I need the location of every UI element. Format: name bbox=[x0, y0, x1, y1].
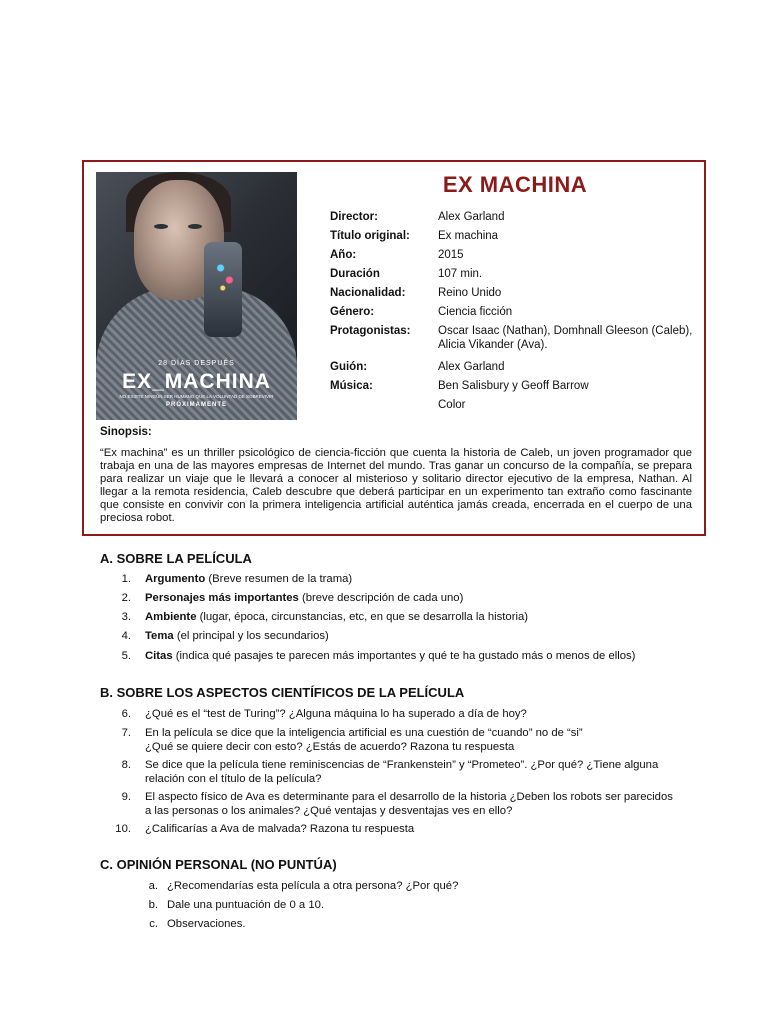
item-text: Observaciones. bbox=[167, 918, 246, 930]
info-key: Nacionalidad: bbox=[330, 287, 406, 299]
item-bold: Personajes más importantes bbox=[145, 592, 299, 604]
info-key: Director: bbox=[330, 211, 378, 223]
info-value: 2015 bbox=[438, 249, 464, 261]
item-bold: Tema bbox=[145, 630, 174, 642]
info-value: Ex machina bbox=[438, 230, 499, 242]
info-key: Guión: bbox=[330, 361, 368, 373]
item-line: ¿Calificarías a Ava de malvada? Razona tu respuesta bbox=[145, 823, 415, 835]
section-c-heading: C. OPINIÓN PERSONAL (NO PUNTÚA) bbox=[100, 857, 337, 872]
info-value: Color bbox=[438, 399, 466, 411]
item-number: 8. bbox=[121, 759, 131, 771]
section-a-heading: A. SOBRE LA PELÍCULA bbox=[100, 551, 252, 566]
item-bold: Argumento bbox=[145, 573, 206, 585]
item-letter: c. bbox=[149, 918, 158, 930]
info-key: Duración bbox=[330, 268, 380, 280]
item-line: ¿Qué se quiere decir con esto? ¿Estás de acuerdo? Razona tu respuesta bbox=[145, 740, 515, 753]
movie-poster bbox=[96, 172, 297, 420]
info-value: Oscar Isaac (Nathan), Domhnall Gleeson (Caleb), Alicia Vikander (Ava). bbox=[438, 325, 693, 351]
info-value: Alex Garland bbox=[438, 361, 505, 373]
info-value: Ben Salisbury y Geoff Barrow bbox=[438, 380, 589, 392]
item-number: 3. bbox=[121, 611, 131, 623]
item-bold: Citas bbox=[145, 650, 173, 662]
item-rest: (Breve resumen de la trama) bbox=[205, 573, 353, 585]
poster-coming-soon: PRÓXIMAMENTE bbox=[165, 402, 227, 408]
info-value: Reino Unido bbox=[438, 287, 502, 299]
info-key: Título original: bbox=[330, 230, 410, 242]
item-number: 6. bbox=[121, 708, 131, 720]
info-key: Género: bbox=[330, 306, 375, 318]
item-number: 5. bbox=[121, 650, 131, 662]
item-line: ¿Qué es el “test de Turing”? ¿Alguna máquina lo ha superado a día de hoy? bbox=[145, 708, 527, 720]
info-value: Alex Garland bbox=[438, 211, 505, 223]
item-number: 2. bbox=[121, 592, 131, 604]
item-number: 7. bbox=[121, 727, 131, 739]
item-line: En la película se dice que la inteligencia artificial es una cuestión de “cuando” no de “si” bbox=[145, 727, 583, 739]
poster-lights bbox=[214, 256, 236, 296]
item-number: 1. bbox=[121, 573, 131, 585]
synopsis-label: Sinopsis: bbox=[100, 426, 152, 438]
info-key: Música: bbox=[330, 380, 373, 392]
item-text bbox=[145, 759, 705, 786]
item-text bbox=[145, 823, 705, 837]
synopsis-text: “Ex machina” es un thriller psicológico de ciencia-ficción que cuenta la historia de Caleb, un joven programador que trabaja en una de las mayores empresas de Internet del mundo. Tras ganar un concurso de la compañía, se prepara para realizar un viaje que le llevará a conocer al misterioso y solitario director ejecutivo de la empresa, Nathan. Al llegar a la remota residencia, Caleb descubre que deberá participar en un experimento tan extraño como fascinante que consiste en convivir con la primera inteligencia artificial auténtica jamás creada, encerrada en el cuerpo de una preciosa robot. bbox=[100, 447, 692, 524]
item-number: 10. bbox=[115, 823, 131, 835]
item-number: 9. bbox=[121, 791, 131, 803]
item-text bbox=[145, 791, 705, 818]
item-text bbox=[145, 727, 705, 754]
item-rest: (indica qué pasajes te parecen más importantes y qué te ha gustado más o menos de ellos) bbox=[172, 650, 636, 662]
poster-eye bbox=[188, 224, 202, 229]
item-text bbox=[145, 573, 705, 587]
item-rest: (breve descripción de cada uno) bbox=[298, 592, 464, 604]
item-line: a las personas o los animales? ¿Qué ventajas y desventajas ves en ello? bbox=[145, 804, 513, 817]
poster-small-text: NO EXISTE NINGÚN SER HUMANO QUE LA VOLUNTAD DE SOBREVIVIR bbox=[119, 394, 274, 399]
section-b-heading: B. SOBRE LOS ASPECTOS CIENTÍFICOS DE LA PELÍCULA bbox=[100, 685, 465, 700]
item-number: 4. bbox=[121, 630, 131, 642]
item-text bbox=[145, 611, 705, 625]
film-title: EX MACHINA bbox=[442, 172, 588, 197]
item-text bbox=[145, 630, 705, 644]
poster-mesh-body bbox=[96, 287, 297, 420]
item-letter: b. bbox=[148, 899, 158, 911]
item-text bbox=[145, 650, 705, 664]
item-line: Se dice que la película tiene reminiscencias de “Frankenstein” y “Prometeo”. ¿Por qué? ¿Tiene alguna bbox=[145, 759, 659, 771]
item-rest: (lugar, época, circunstancias, etc, en que se desarrolla la historia) bbox=[196, 611, 529, 623]
poster-eye bbox=[154, 224, 168, 229]
item-rest: (el principal y los secundarios) bbox=[173, 630, 329, 642]
info-value: Ciencia ficción bbox=[438, 306, 513, 318]
item-text bbox=[145, 708, 705, 722]
info-key: Protagonistas: bbox=[330, 325, 411, 337]
item-text: ¿Recomendarías esta película a otra persona? ¿Por qué? bbox=[167, 880, 459, 892]
item-text: Dale una puntuación de 0 a 10. bbox=[167, 899, 325, 911]
item-line: El aspecto físico de Ava es determinante para el desarrollo de la historia ¿Deben los robots ser parecidos bbox=[145, 791, 673, 803]
info-value: 107 min. bbox=[438, 268, 483, 280]
item-text bbox=[145, 592, 705, 606]
item-bold: Ambiente bbox=[145, 611, 197, 623]
item-letter: a. bbox=[148, 880, 158, 892]
poster-title: EX_MACHINA bbox=[122, 370, 271, 393]
item-line: relación con el título de la película? bbox=[145, 772, 322, 785]
info-key: Año: bbox=[330, 249, 357, 261]
poster-tagline: 28 DÍAS DESPUÉS bbox=[158, 360, 235, 367]
